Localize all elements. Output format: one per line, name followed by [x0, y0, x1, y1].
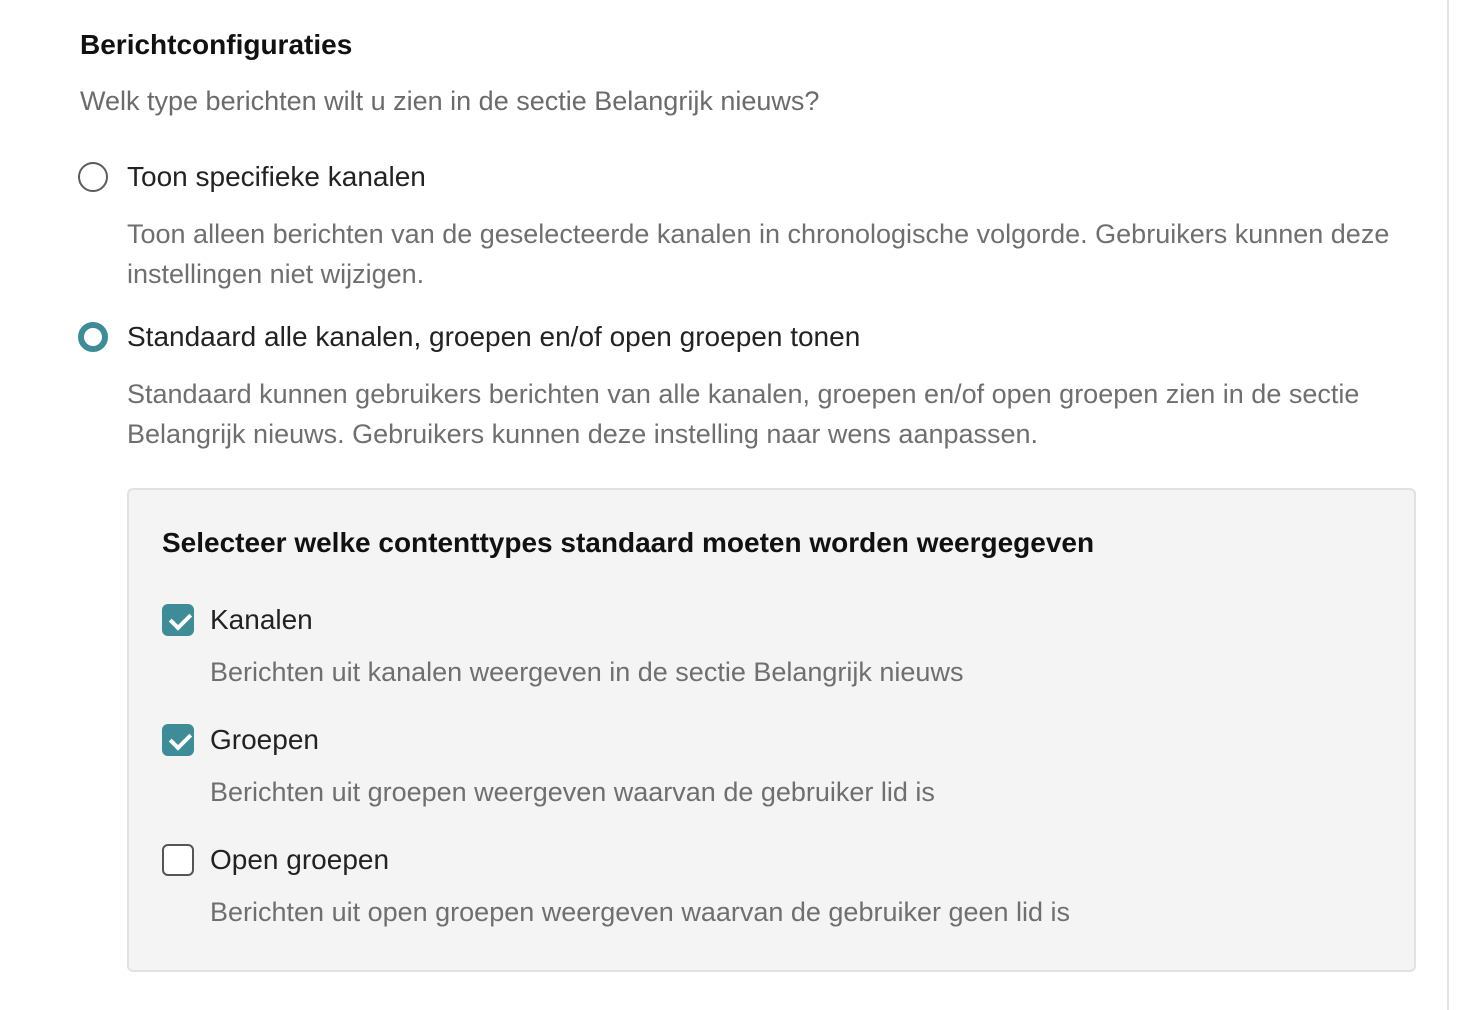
option-label[interactable]: Standaard alle kanalen, groepen en/of open groepen tonen — [127, 321, 861, 352]
option-description: Toon alleen berichten van de geselecteerde kanalen in chronologische volgorde. Gebruikers kunnen deze instellingen niet wijzigen. — [127, 219, 1390, 289]
checkbox-description: Berichten uit kanalen weergeven in de sectie Belangrijk nieuws — [210, 657, 964, 687]
radio-unselected-icon[interactable] — [78, 162, 108, 192]
option-specific-channels — [78, 160, 1408, 294]
radio-option-specific-channels[interactable] — [78, 160, 1408, 194]
checkbox-unchecked-icon[interactable] — [162, 844, 194, 876]
checkbox-checked-icon[interactable] — [162, 604, 194, 636]
checkbox-description: Berichten uit open groepen weergeven waarvan de gebruiker geen lid is — [210, 897, 1071, 927]
content-type-groups — [162, 723, 1382, 809]
checkbox-checked-icon[interactable] — [162, 724, 194, 756]
checkbox-row-channels[interactable] — [162, 603, 1382, 637]
checkbox-row-open-groups[interactable] — [162, 843, 1382, 877]
radio-selected-icon[interactable] — [78, 322, 108, 352]
option-all-channels-groups — [78, 320, 1408, 454]
content-type-channels — [162, 603, 1382, 689]
option-label[interactable]: Toon specifieke kanalen — [127, 161, 426, 192]
checkbox-label[interactable]: Kanalen — [210, 604, 313, 635]
section-subtitle: Welk type berichten wilt u zien in de sectie Belangrijk nieuws? — [80, 86, 820, 116]
content-type-open-groups — [162, 843, 1382, 929]
checkbox-label[interactable]: Groepen — [210, 724, 319, 755]
content-types-panel — [127, 488, 1416, 972]
option-description: Standaard kunnen gebruikers berichten van alle kanalen, groepen en/of open groepen zien in de sectie Belangrijk nieuws. Gebruikers kunnen deze instelling naar wens aanpassen. — [127, 379, 1360, 449]
content-types-title: Selecteer welke contenttypes standaard moeten worden weergegeven — [162, 527, 1095, 558]
section-title: Berichtconfiguraties — [80, 29, 353, 60]
radio-option-all-channels-groups[interactable] — [78, 320, 1408, 354]
checkbox-description: Berichten uit groepen weergeven waarvan de gebruiker lid is — [210, 777, 935, 807]
checkbox-label[interactable]: Open groepen — [210, 844, 390, 875]
checkbox-row-groups[interactable] — [162, 723, 1382, 757]
page-divider — [1447, 0, 1449, 1010]
